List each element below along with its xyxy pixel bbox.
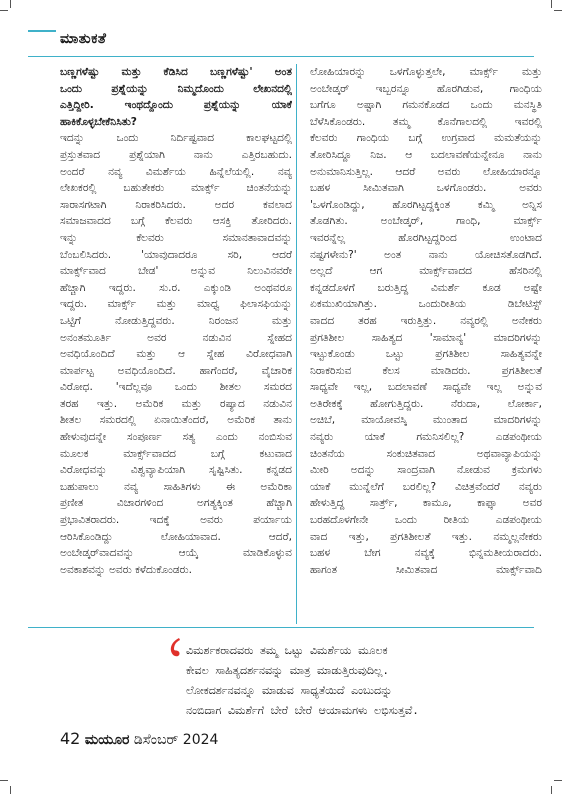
crop-mark [554,10,562,11]
quote-mark-icon [168,636,182,658]
text-line: ವಾದದ ತರಹ ಇರುತ್ತಿತ್ತು. ನವ್ಯರಲ್ಲಿ ಅನೇಕರು [310,314,542,327]
text-line: ಅಂದರೆ ನವ್ಯ ವಿಮರ್ಶೆಯ ಹಿನ್ನೆಲೆಯಲ್ಲಿ. ನವ್ಯ [60,165,292,178]
text-line: ಬಗೆಗೂ ಅಷ್ಟಾಗಿ ಗಮನಕೊಡದ ಒಂದು ಮನಸ್ಥಿತಿ [310,99,542,112]
text-line: ಬಹಳ ಬೇಗ ನವ್ಯಕ್ಕೆ ಭಿನ್ನಮತೀಯರಾದರು. [310,547,542,560]
crop-mark [554,780,562,781]
magazine-name: ಮಯೂರ [84,732,130,748]
text-line: ಏಕಮುಖಿಯಾಗಿತ್ತು. ಒಂದುರೀತಿಯ ಡಿಬೇಟಿಸ್ಟ್ [310,298,542,311]
text-line: ಒಂದು ಪ್ರಶ್ನೆಯನ್ನು ನಿಮ್ಮದೊಂದು ಲೇಖನದಲ್ಲಿ [60,82,292,95]
text-line: ಕನ್ನಡದೊಳಗೆ ಬರುತ್ತಿದ್ದ ವಿಮರ್ಶೆ ಕೂಡ ಅಷ್ಟೇ [310,281,542,294]
text-line: ಅಲ್ಲದೆ ಆಗ ಮಾರ್ಕ್ಸ್‌ವಾದದ ಹೆಸರಿನಲ್ಲಿ [310,265,542,278]
pull-quote-line: ಕೇವಲ ಸಾಹಿತ್ಯದರ್ಶನವನ್ನು ಮಾತ್ರ ಮಾಡುತ್ತಿರುವುದಿಲ್ಲ. [186,664,390,677]
text-line: 'ಒಳಗೊಂಡಿದ್ದು, ಹೊರಗಿಟ್ಟದ್ದಕ್ಕಿಂತ ಕಮ್ಮಿ ಅನ್ನಿಸ [310,198,542,211]
section-title: ಮಾತುಕತೆ [60,31,107,47]
text-line: ಬೆಂಬಲಿಸಿದರು. 'ಯಾವುದಾದರೂ ಸರಿ, ಆದರೆ [60,248,292,261]
text-line: ಅನಂತಮೂರ್ತಿ ಅವರ ನಡುವಿನ ಸ್ನೇಹದ [60,331,292,344]
text-line: ಪ್ರಭಾವಿತರಾದರು. ಇದಕ್ಕೆ ಅವರು ಪರ್ಯಾಯ [60,514,292,527]
left-column [60,64,292,578]
pull-quote-rule [28,627,534,628]
crop-mark [10,786,11,794]
text-line: ಅವಧಿಯೊಂದಿದೆ ಮತ್ತು ಆ ಸ್ನೇಹ ವಿರೋಧವಾಗಿ [60,348,292,361]
text-line: ಹೇಳುತ್ತಿದ್ದ ಸಾರ್ತ್ರ್, ಕಾಮೂ, ಕಾಫ್ಕಾ ಅವರ [310,497,542,510]
text-line: ನವ್ಯರು ಯಾಕೆ ಗಮನಿಸಲಿಲ್ಲ? ಎಡಪಂಥೀಯ [310,431,542,444]
pull-quote-line: ವಿಮರ್ಶಕರಾದವರು ತಮ್ಮ ಒಟ್ಟು ವಿಮರ್ಶೆಯ ಮೂಲಕ [186,644,388,657]
text-line: ಮಾರ್ಪಟ್ಟ ಅವಧಿಯೊಂದಿದೆ. ಹಾಗೆಂದರೆ, ವೈಚಾರಿಕ [60,364,292,377]
text-line: ಇಟ್ಟುಕೊಂಡು ಒಟ್ಟು ಪ್ರಗತಿಶೀಲ ಸಾಹಿತ್ಯವನ್ನೇ [310,348,542,361]
text-line: ಒಟ್ಟಿಗೆ ನೋಡುತ್ತಿದ್ದವರು. ನಿರಂಜನ ಮತ್ತು [60,314,292,327]
text-line: ಬಣ್ಣಗಳೆಷ್ಟು ಮತ್ತು ಕೆಡಿಸಿದ ಬಣ್ಣಗಳೆಷ್ಟು' ಅಂತ [60,66,292,78]
text-line: ಅವಕಾಶವನ್ನು ಅವರು ಕಳೆದುಕೊಂಡರು. [60,563,192,576]
crop-mark [10,0,11,8]
text-line: ಅನುಮಾನಿಸುತ್ತಿಲ್ಲ. ಆದರೆ ಅವರು ಲೋಹಿಯಾರನ್ನೂ [310,165,542,178]
crop-mark [0,10,8,11]
pull-quote [186,641,528,721]
text-line: ಅಚಿಬೆ, ಮಾಯೋವಸ್ಕಿ ಮುಂತಾದ ಮಾದರಿಗಳನ್ನು [310,414,542,427]
text-line: ತರಹ ಇತ್ತು. ಅಮೆರಿಕ ಮತ್ತು ರಷ್ಯಾದ ನಡುವಿನ [60,397,292,410]
text-line: ನಿರಾಕರಿಸುವ ಕೆಲಸ ಮಾಡಿದರು. ಪ್ರಗತಿಶೀಲತೆ [310,364,542,377]
text-line: ಎತ್ತಿದ್ದೀರಿ. ಇಂಥದ್ದೊಂದು ಪ್ರಶ್ನೆಯನ್ನು ಯಾಕೆ [60,99,292,112]
text-line: ಮಾರ್ಕ್ಸ್‌ವಾದ ಬೇಡ' ಅನ್ನುವ ನಿಲುವಿನವರೇ [60,265,292,278]
text-line: ಅಂಬೇಡ್ಕರ್‌ವಾದವನ್ನು ಆಯ್ಕೆ ಮಾಡಿಕೊಳ್ಳುವ [60,547,292,560]
text-line: ಮೂಲಕ ಮಾರ್ಕ್ಸ್‌ವಾದದ ಬಗ್ಗೆ ಕಟುವಾದ [60,447,292,460]
text-line: ಚಿಂತನೆಯ ಸಂಕುಚಿತವಾದ ಅಥವಾವ್ಯಾಪಿಯನ್ನು [310,447,542,460]
header-rule [28,56,534,57]
text-line: ಹೇಳುವುದನ್ನೇ ಸಂಪೂರ್ಣ ಸತ್ಯ ಎಂದು ನಂಬಿಸುವ [60,431,292,444]
text-line: ಶೀತಲ ಸಮರದಲ್ಲಿ ಏನಾಯಿತೆಂದರೆ, ಅಮೆರಿಕ ತಾನು [60,414,292,427]
text-line: ಅತಿರೇಕಕ್ಕೆ ಹೋಗುತ್ತಿದ್ದರು. ನೆರುದಾ, ಲೋರ್ಕಾ, [310,397,542,410]
text-line: ವಾದ ಇತ್ತು, ಪ್ರಗತಿಶೀಲತೆ ಇತ್ತು. ನಮ್ಮಲ್ಲನೇಕರು [310,530,542,543]
text-line: ಅಂಬೇಡ್ಕರ್ ಇಬ್ಬರನ್ನೂ ಹೊರಗಿಡುವ, ಗಾಂಧಿಯ [310,82,542,95]
text-line: ಇವರನ್ನೆಲ್ಲ ಹೊರಗಿಟ್ಟದ್ದರಿಂದ ಉಂಟಾದ [310,231,542,244]
text-line: ಇದ್ದರು. ಮಾರ್ಕ್ಸ್ ಮತ್ತು ಮಾಧ್ವ ಫಿಲಾಸಫಿಯನ್ನು [60,298,292,311]
page-footer [60,729,218,748]
text-line: ಇದನ್ನು ಒಂದು ನಿರ್ದಿಷ್ಟವಾದ ಕಾಲಘಟ್ಟದಲ್ಲಿ [60,132,292,145]
page-number: 42 [60,729,81,748]
text-line: ಹಾಗಂತ ಸೀಮಿತವಾದ ಮಾರ್ಕ್ಸ್‌ವಾದಿ [310,563,542,576]
text-line: ನಷ್ಟಗಳೇನು?' ಅಂತ ನಾನು ಯೋಚಿಸತೊಡಗಿದೆ. [310,248,542,261]
text-line: ತೋರಿಸಿದ್ದೂ ನಿಜ. ಆ ಬದಲಾವಣೆಯನ್ನೇನೂ ನಾನು [310,148,542,161]
text-line: ವಿರೋಧವನ್ನು ವಿಶ್ವವ್ಯಾಪಿಯಾಗಿ ಸೃಷ್ಟಿಸಿತು. ಕನ್ನಡದ [60,464,292,477]
section-accent-bar [28,30,56,32]
crop-mark [0,780,8,781]
text-line: ಸಾರಾಸಗಟಾಗಿ ನಿರಾಕರಿಸಿದರು. ಅದರ ಕವಲಾದ [60,198,292,211]
text-line: ಲೇಖಕರಲ್ಲಿ ಬಹುತೇಕರು ಮಾರ್ಕ್ಸ್ ಚಿಂತನೆಯನ್ನು [60,182,292,195]
text-line: ಲೋಹಿಯಾರನ್ನು ಒಳಗೊಳ್ಳುತ್ತಲೇ, ಮಾರ್ಕ್ಸ್ ಮತ್ತು [310,66,542,78]
text-line: ಬರಹದೊಳಗೇನೇ ಒಂದು ರೀತಿಯ ಎಡಪಂಥೀಯ [310,514,542,527]
text-line: ಸಾಧ್ಯವೇ ಇಲ್ಲ, ಬದಲಾವಣೆ ಸಾಧ್ಯವೇ ಇಲ್ಲ ಅನ್ನುವ [310,381,542,394]
text-line: ಬೆಳೆಸಿಕೊಂಡರು. ತಮ್ಮ ಕೊನೆಗಾಲದಲ್ಲಿ ಇವರಲ್ಲಿ [310,115,542,128]
column-divider [296,64,297,624]
issue-date: ಡಿಸೆಂಬರ್ 2024 [133,732,219,748]
text-line: ಸಮಾಜವಾದದ ಬಗ್ಗೆ ಕೆಲವರು ಆಸಕ್ತಿ ತೋರಿದರು. [60,215,292,228]
pull-quote-line: ನಂಬಿದಾಗ ವಿಮರ್ಶೆಗೆ ಬೇರೆ ಬೇರೆ ಆಯಾಮಗಳು ಲಭಿಸುತ್ತವೆ. [186,704,419,717]
text-line: ಕೆಲವರು ಗಾಂಧಿಯ ಬಗ್ಗೆ ಉಗ್ರವಾದ ಮಮತೆಯನ್ನು [310,132,542,145]
text-line: ಪ್ರಗತಿಶೀಲ ಸಾಹಿತ್ಯದ 'ಸಾಮಾನ್ಯ' ಮಾದರಿಗಳನ್ನು [310,331,542,344]
text-line: ವಿರೋಧ. 'ಇದೆಲ್ಲವೂ ಒಂದು ಶೀತಲ ಸಮರದ [60,381,292,394]
text-line: ಆರಿಸಿಕೊಂಡಿದ್ದು ಲೋಹಿಯಾವಾದ. ಆದರೆ, [60,530,292,543]
text-line: ಮೀರಿ ಅದನ್ನು ಸಾಂದ್ರವಾಗಿ ನೋಡುವ ಕ್ರಮಗಳು [310,464,542,477]
text-line: ಯಾಕೆ ಮುನ್ನೆಲೆಗೆ ಬರಲಿಲ್ಲ? ವಿಚಿತ್ರವೆಂದರೆ ನವ್ಯರು [310,480,542,493]
text-line: ಪ್ರಣೀತ ವಿಚಾರಗಳಿಂದ ಅಗತ್ಯಕ್ಕಿಂತ ಹೆಚ್ಚಾಗಿ [60,497,292,510]
crop-mark [551,786,552,794]
text-line: ಬಹಳ ಸೀಮಿತವಾಗಿ ಒಳಗೊಂಡರು. ಅವರು [310,182,542,195]
text-line: ಹೆಚ್ಚಾಗಿ ಇದ್ದರು. ಸು.ರ. ಎಕ್ಕುಂಡಿ ಅಂಥವರೂ [60,281,292,294]
right-column [310,64,542,578]
text-line: ಹಾಕಿಕೊಳ್ಳಬೇಕೆನಿಸಿತು? [60,115,137,128]
text-line: ಇನ್ನು ಕೆಲವರು ಸಮಾನತಾವಾದವನ್ನು [60,231,292,244]
crop-mark [551,0,552,8]
text-line: ಪ್ರಸ್ತುತವಾದ ಪ್ರಶ್ನೆಯಾಗಿ ನಾನು ಎತ್ತಿರಬಹುದು. [60,148,292,161]
pull-quote-line: ಲೋಕದರ್ಶನವನ್ನೂ ಮಾಡುವ ಸಾಧ್ಯತೆಯಿದೆ ಎಂಬುದನ್ನು [186,684,393,697]
text-line: ಬಹುಪಾಲು ನವ್ಯ ಸಾಹಿತಿಗಳು ಈ ಅಮೆರಿಕಾ [60,480,292,493]
text-line: ತೊಡಗಿತು. ಅಂಬೇಡ್ಕರ್, ಗಾಂಧಿ, ಮಾರ್ಕ್ಸ್ [310,215,542,228]
